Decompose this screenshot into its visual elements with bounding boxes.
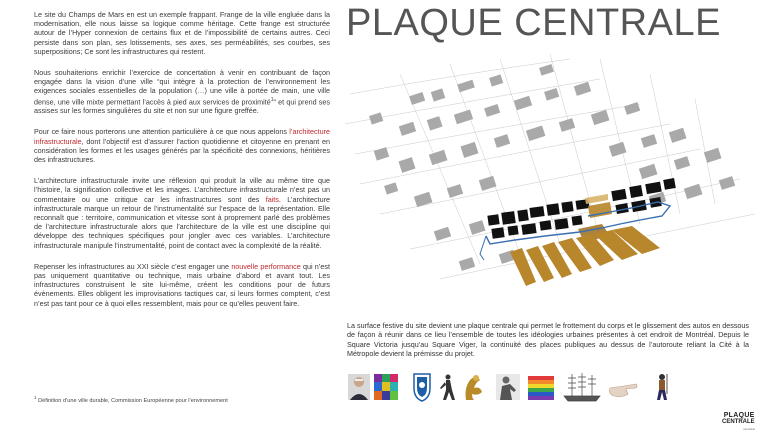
map-caption: La surface festive du site devient une plaque centrale qui permet le frottement du corps et le glissement des autos en dessous de façon à réunir dans ce lieu l’ensemble de toutes les idéologies urbaines présentes à cet endroit de Montréal. Depuis le Square Victoria jusqu’au Square Viger, la continuité des places publiques au dessus de l’autoroute reliant la Cité à la Métropole devient la prémisse du projet.: [347, 321, 749, 359]
paragraph-2: [34, 68, 330, 115]
rainbow-flag-icon: [528, 376, 554, 400]
page-title: PLAQUE CENTRALE: [346, 2, 721, 44]
pedestrian-figure-icon: [440, 375, 455, 401]
paragraph-3-a: Pour ce faire nous porterons une attention particulière à ce que nous appelons: [34, 127, 290, 137]
footnote-ref: 1: [270, 96, 274, 103]
logo-line-3: montréal: [743, 427, 755, 431]
paragraph-4-b: . L’architecture infrastructurale marque un retour de l’instrumentalité sur l’espace de la représentation. Elle reconnaît que : territoire, communication et vitesse sont à proprement parlé des problèmes de l’architecture infrastructurale alors que l’architecture de la ville est une discipline qui développe des techniques spécifiques pour jongler avec ces variables. L’architecture infrastructurale manipule l’instrumentalité, point de contact avec la complexité de la réalité.: [34, 194, 330, 250]
body-text-column: [34, 10, 330, 320]
soldier-figure-icon: [657, 374, 667, 400]
paragraph-1: Le site du Champs de Mars en est un exemple frappant. Frange de la ville engluée dans la modernisation, elle nous laisse sa logique comme héritage. Cette frange est structurée autour de l’Hyper connexion de certains flux et de l’impossibilité de certains autres. Ceci persiste dans son plan, ses lotissements, ses axes, ses perméabilités, ses courbes, ses superpositions; Ce sont les infrastructures qui restent.: [34, 10, 330, 56]
paragraph-4: [34, 176, 330, 250]
paragraph-5-a: Repenser les infrastructures au XXI siècle c’est engager une: [34, 261, 232, 271]
paragraph-3-b: , dont l’objectif est d’assurer l’action quotidienne et citoyenne en prenant en considération les formes et les usages générés par la spécificité des connexions, héritières des infrastructures.: [34, 136, 330, 165]
logo-line-1: PLAQUE: [723, 412, 755, 419]
gray-city-blocks: [369, 64, 735, 271]
highlight-nouvelle-performance: nouvelle performance: [231, 261, 301, 271]
sailing-ship-icon: [564, 373, 600, 401]
paragraph-5-b: qui n’est pas uniquement quantitative ou technique, mais urbaine d’abord et avant tout. Les infrastructures construisent le site lui-même, créent les conditions pour de futurs évènements. Elles obligent les improvisations tactiques car, si leurs formes comptent, c’est n’est pas tant pour ce à quoi elles ressemblent, mais pour ce qu’elles peuvent faire.: [34, 261, 330, 308]
paragraph-3: [34, 127, 330, 164]
footnote: [34, 395, 228, 404]
hand-pointing-icon: [610, 384, 638, 397]
icon-strip: [346, 370, 718, 404]
highlight-architecture-infrastructurale: l’architecture infrastructurale: [34, 127, 330, 146]
paragraph-2-end: ” et qui prend ses assises sur les formes singulières du site et non sur une figure greffée.: [34, 97, 330, 116]
paragraph-4-a: L’architecture infrastructurale invite une réflexion qui produit la ville au même titre que l’histoire, la signification collective et les images. L’architecture infrastructurale n’est pas un commentaire ou une critique car les infrastructures sont des: [34, 176, 330, 204]
paragraph-2-text: Nous souhaiterions enrichir l’exercice de concertation à venir en contribuant de façon engagée dans la vision d’une ville “qui intègre à la protection de l’environnement les exigences sociales essentielles de la population (…) une ville à portée de main, une ville dense, une ville mixte permettant l’accès à pied aux services de proximité: [34, 68, 330, 107]
statue-figure-icon: [496, 374, 520, 400]
logo-line-2: CENTRALE: [722, 419, 755, 425]
highlight-faits: faits: [265, 194, 279, 204]
police-badge-icon: [414, 374, 430, 401]
footnote-number: 1: [34, 395, 37, 400]
footnote-text: Définition d’une ville durable, Commission Européenne pour l’environnement: [38, 397, 228, 404]
paragraph-5: [34, 262, 330, 308]
golden-sculpture-icon: [466, 375, 483, 400]
plaque-centrale-logo: [722, 412, 755, 433]
site-plan-map: [340, 54, 760, 316]
colorful-mosaic-icon: [374, 374, 398, 400]
portrait-photo-icon: [348, 374, 370, 400]
blue-route-extension: [480, 236, 486, 260]
